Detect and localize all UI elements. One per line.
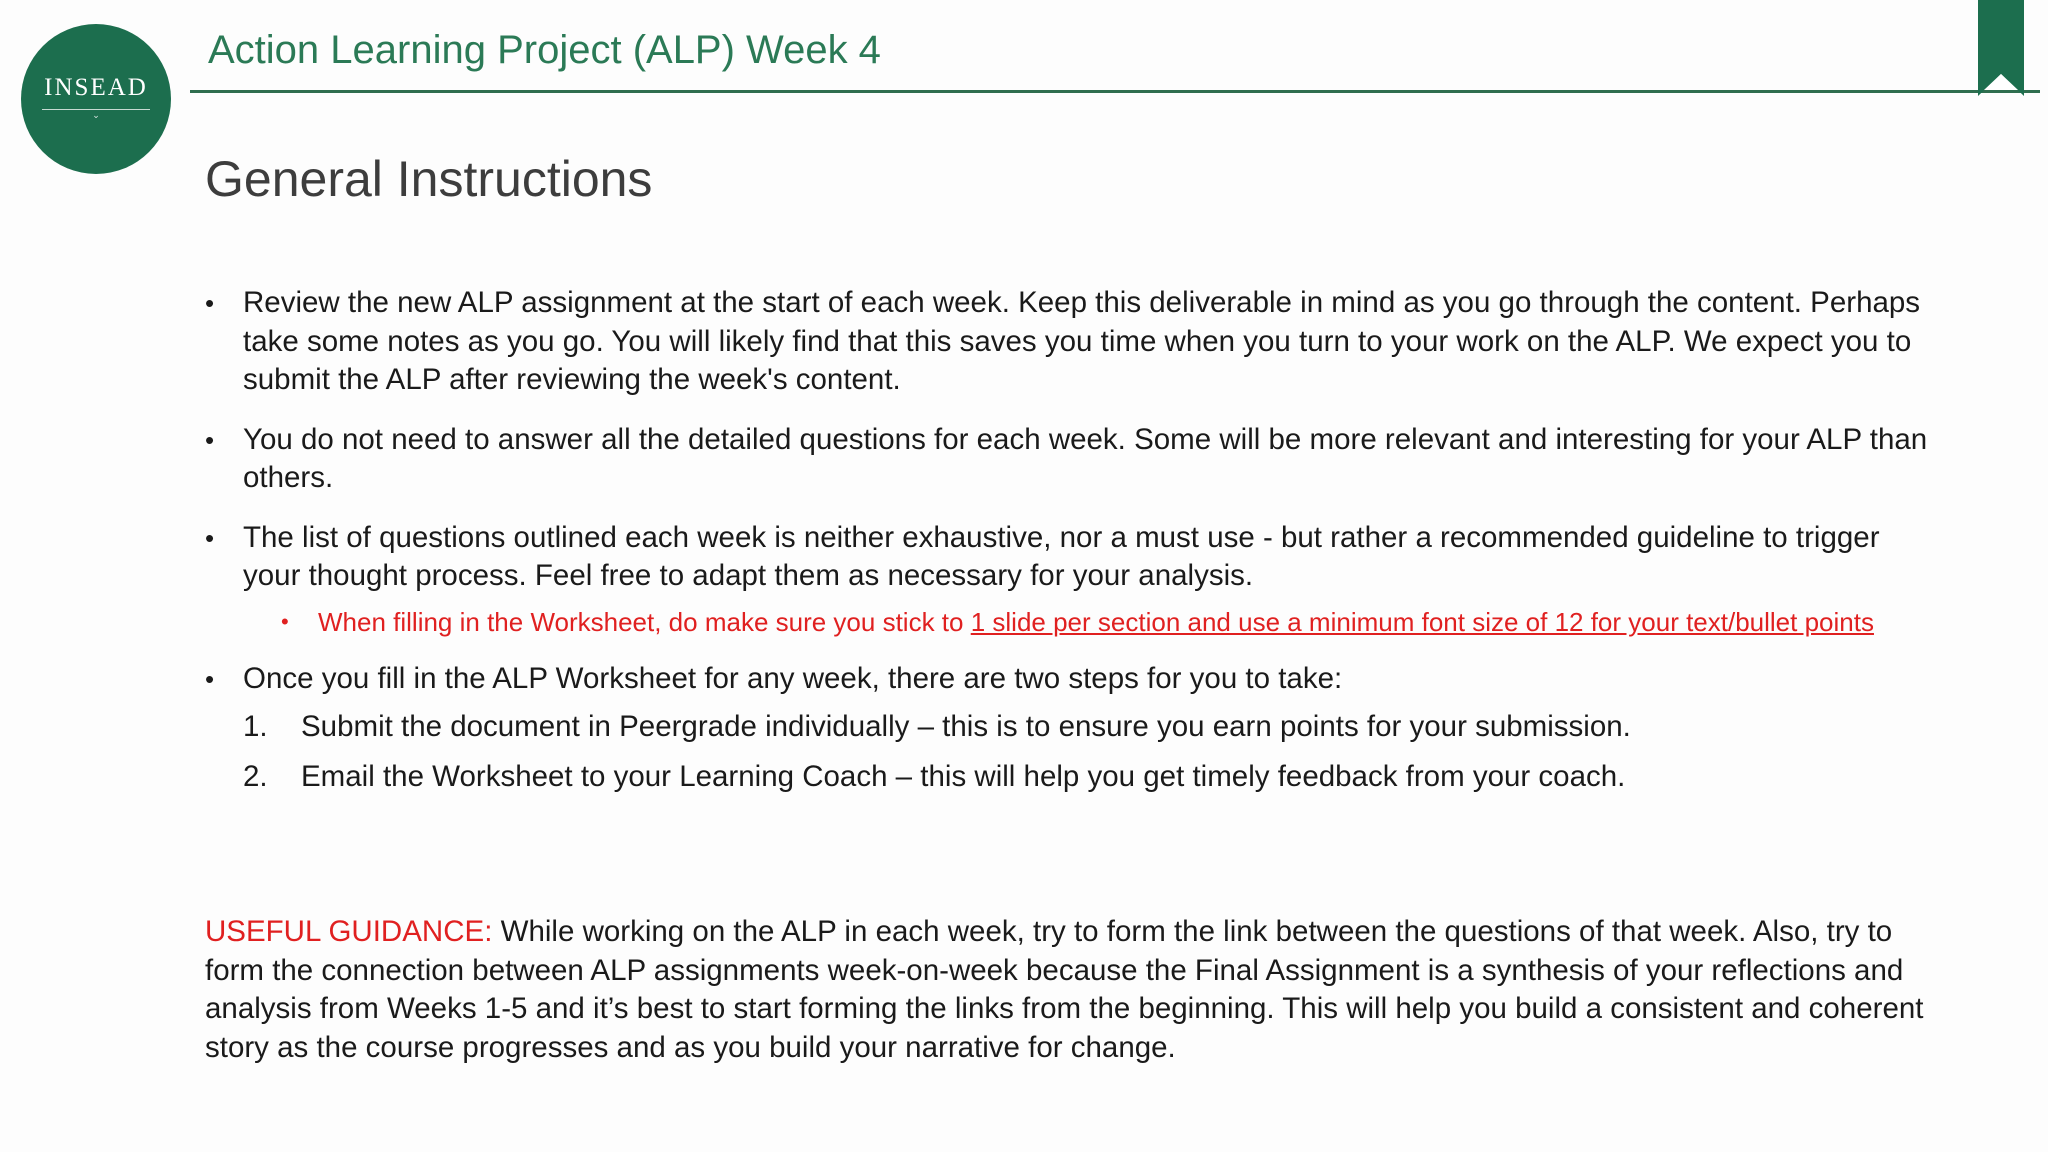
note-lead-text: When filling in the Worksheet, do make sure you stick to [318,606,971,637]
header-divider [190,90,2040,93]
list-item [205,660,1945,797]
page-title: General Instructions [205,151,653,207]
guidance-label: USEFUL GUIDANCE: [205,915,493,948]
bullet-dot-icon: • [205,424,215,455]
list-item [205,519,1945,639]
useful-guidance [205,913,1945,1067]
insead-logo [21,24,171,174]
step-item [243,758,1945,797]
logo-text: INSEAD [44,73,148,101]
list-item-text: Once you fill in the ALP Worksheet for any week, there are two steps for you to take: [243,661,1343,695]
bullet-dot-icon: • [205,522,215,553]
guidance-text: While working on the ALP in each week, try to form the link between the questions of that week. Also, try to form the connection between ALP assignments week-on-week because the Final Assignment is a synthesis of your reflections and analysis from Weeks 1-5 and it’s best to start forming the links from the beginning. This will help you build a consistent and coherent story as the course progresses and as you build your narrative for change. [205,915,1924,1064]
step-number: 2. [243,759,268,793]
worksheet-note [281,605,1945,639]
steps-list [243,708,1945,796]
step-text: Submit the document in Peergrade individually – this is to ensure you earn points for your submission. [301,710,1631,743]
step-item [243,708,1945,747]
note-emphasis-text: 1 slide per section and use a minimum font size of 12 for your text/bullet points [970,606,1874,637]
step-text: Email the Worksheet to your Learning Coach – this will help you get timely feedback from your coach. [301,759,1626,793]
instructions-list [205,284,1945,796]
list-item-text: Review the new ALP assignment at the start of each week. Keep this deliverable in mind as you go through the content. Perhaps take some notes as you go. You will likely find that this saves you time when you turn to your work on the ALP. We expect you to submit the ALP after reviewing the week's content. [243,286,1921,396]
logo-chevron-icon: ⌄ [92,109,100,120]
list-item-text: The list of questions outlined each week is neither exhaustive, nor a must use - but rather a recommended guideline to trigger your thought process. Feel free to adapt them as necessary for your analysis. [243,520,1880,592]
list-item-text: You do not need to answer all the detailed questions for each week. Some will be more relevant and interesting for your ALP than others. [243,422,1928,494]
bookmark-icon [1978,0,2024,96]
instructions-content [205,284,1945,807]
list-item [205,421,1945,498]
bullet-dot-icon: • [281,608,289,634]
header-title: Action Learning Project (ALP) Week 4 [208,28,881,72]
bullet-dot-icon: • [205,288,215,318]
worksheet-note-text [281,605,1945,639]
list-item [205,284,1945,400]
bullet-dot-icon: • [205,663,215,694]
step-number: 1. [243,710,268,743]
